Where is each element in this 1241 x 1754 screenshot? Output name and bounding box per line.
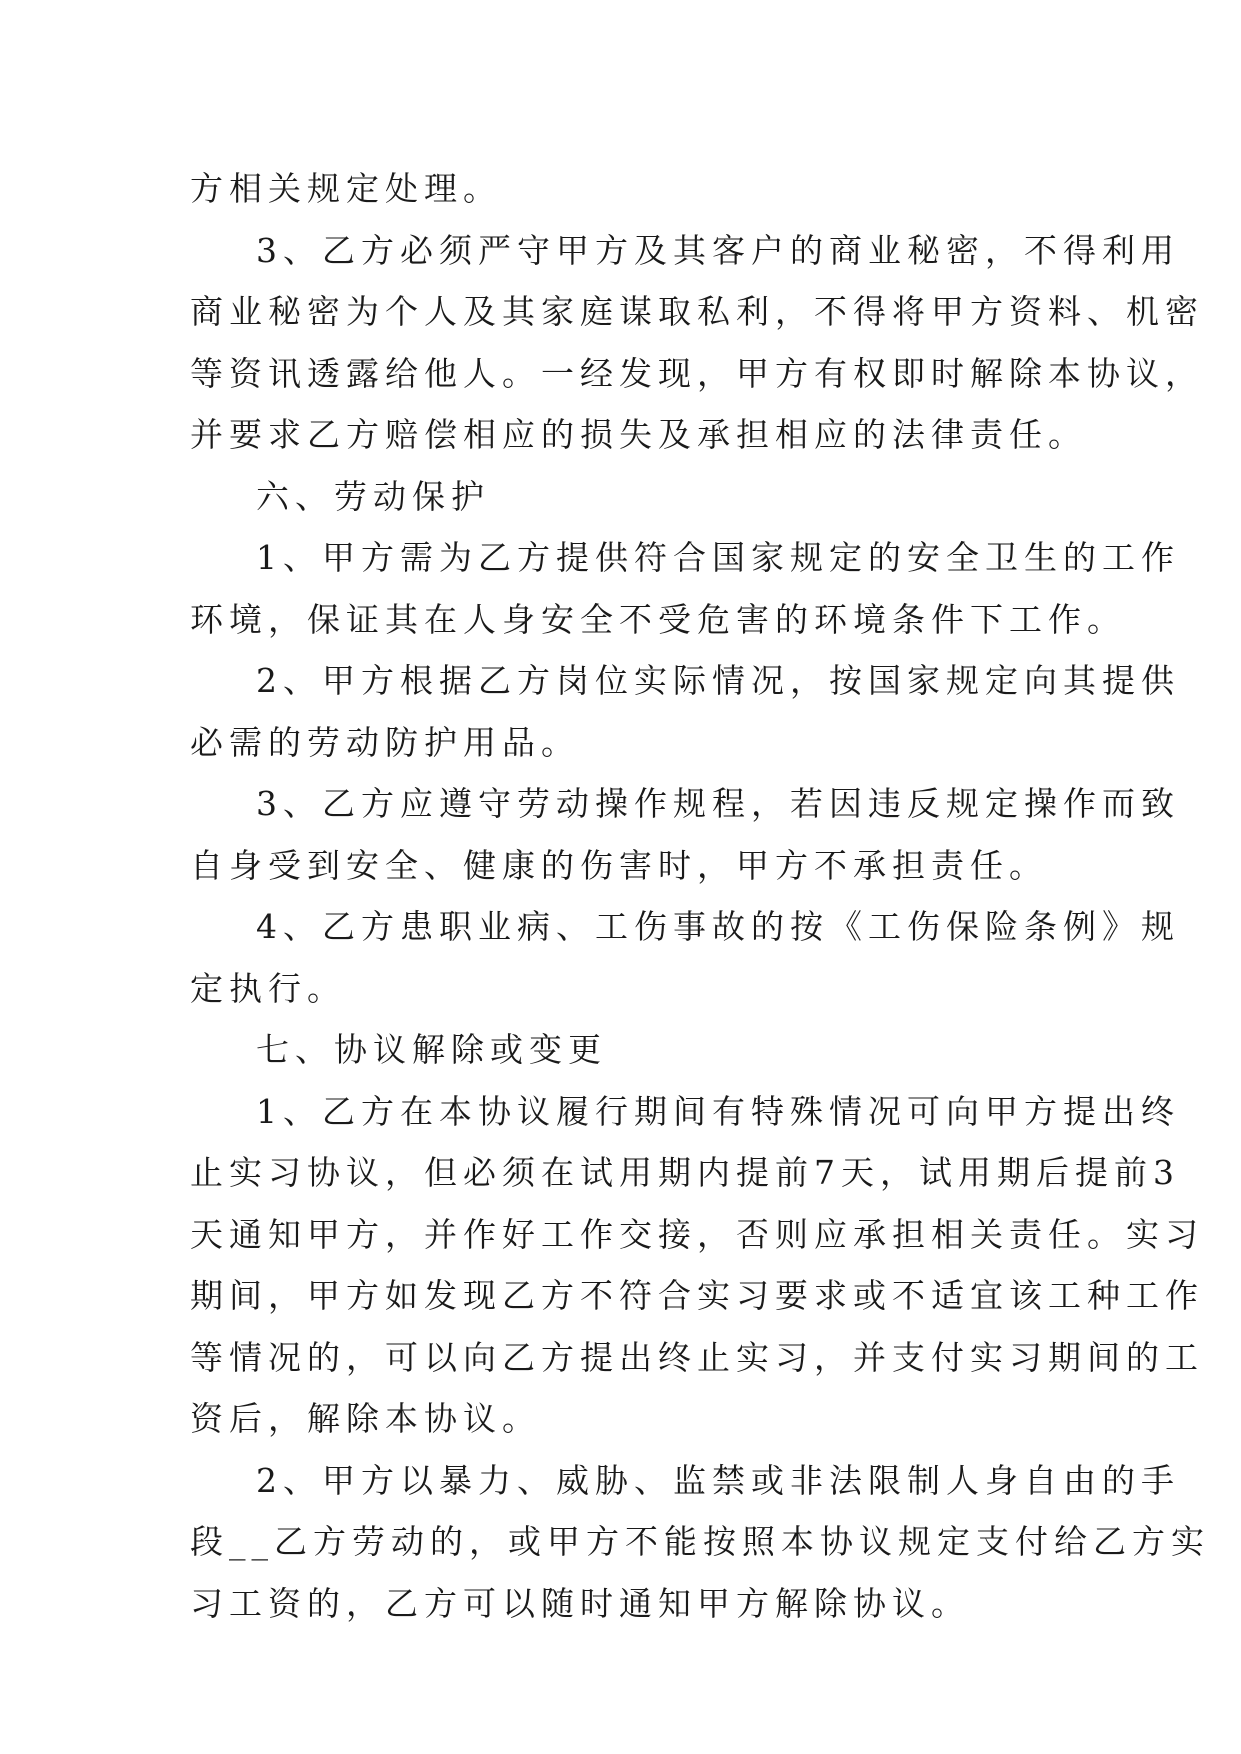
text-line: 天通知甲方，并作好工作交接，否则应承担相关责任。实习 — [190, 1214, 1204, 1254]
text-line: 1、甲方需为乙方提供符合国家规定的安全卫生的工作 — [256, 538, 1180, 577]
text-line: 等资讯透露给他人。一经发现，甲方有权即时解除本协议， — [190, 353, 1204, 393]
text-line: 期间，甲方如发现乙方不符合实习要求或不适宜该工种工作 — [190, 1276, 1204, 1315]
text-line: 环境，保证其在人身安全不受危害的环境条件下工作。 — [190, 599, 1126, 639]
text-line: 等情况的，可以向乙方提出终止实习，并支付实习期间的工 — [190, 1337, 1204, 1377]
text-line: 定执行。 — [190, 968, 346, 1008]
text-line: 2、甲方以暴力、威胁、监禁或非法限制人身自由的手 — [256, 1460, 1180, 1500]
text-line: 商业秘密为个人及其家庭谋取私利，不得将甲方资料、机密 — [190, 292, 1204, 331]
text-line: 资后，解除本协议。 — [190, 1399, 541, 1438]
section-heading: 七、协议解除或变更 — [256, 1030, 607, 1069]
text-line: 3、乙方必须严守甲方及其客户的商业秘密，不得利用 — [256, 230, 1180, 270]
section-heading: 六、劳动保护 — [256, 476, 490, 516]
text-line: 1、乙方在本协议履行期间有特殊情况可向甲方提出终 — [256, 1091, 1180, 1131]
text-line: 4、乙方患职业病、工伤事故的按《工伤保险条例》规 — [256, 907, 1180, 946]
text-line: 习工资的，乙方可以随时通知甲方解除协议。 — [190, 1583, 970, 1623]
text-line: 2、甲方根据乙方岗位实际情况，按国家规定向其提供 — [256, 661, 1180, 700]
document-body — [190, 158, 1210, 1634]
text-line: 止实习协议，但必须在试用期内提前7天，试用期后提前3 — [190, 1153, 1180, 1192]
text-line: 3、乙方应遵守劳动操作规程，若因违反规定操作而致 — [256, 784, 1180, 823]
text-line: 必需的劳动防护用品。 — [190, 722, 580, 762]
text-line: 自身受到安全、健康的伤害时，甲方不承担责任。 — [190, 845, 1048, 885]
text-line: 并要求乙方赔偿相应的损失及承担相应的法律责任。 — [190, 415, 1087, 454]
text-line: 方相关规定处理。 — [190, 169, 502, 208]
text-line: 段__乙方劳动的，或甲方不能按照本协议规定支付给乙方实 — [190, 1522, 1210, 1561]
